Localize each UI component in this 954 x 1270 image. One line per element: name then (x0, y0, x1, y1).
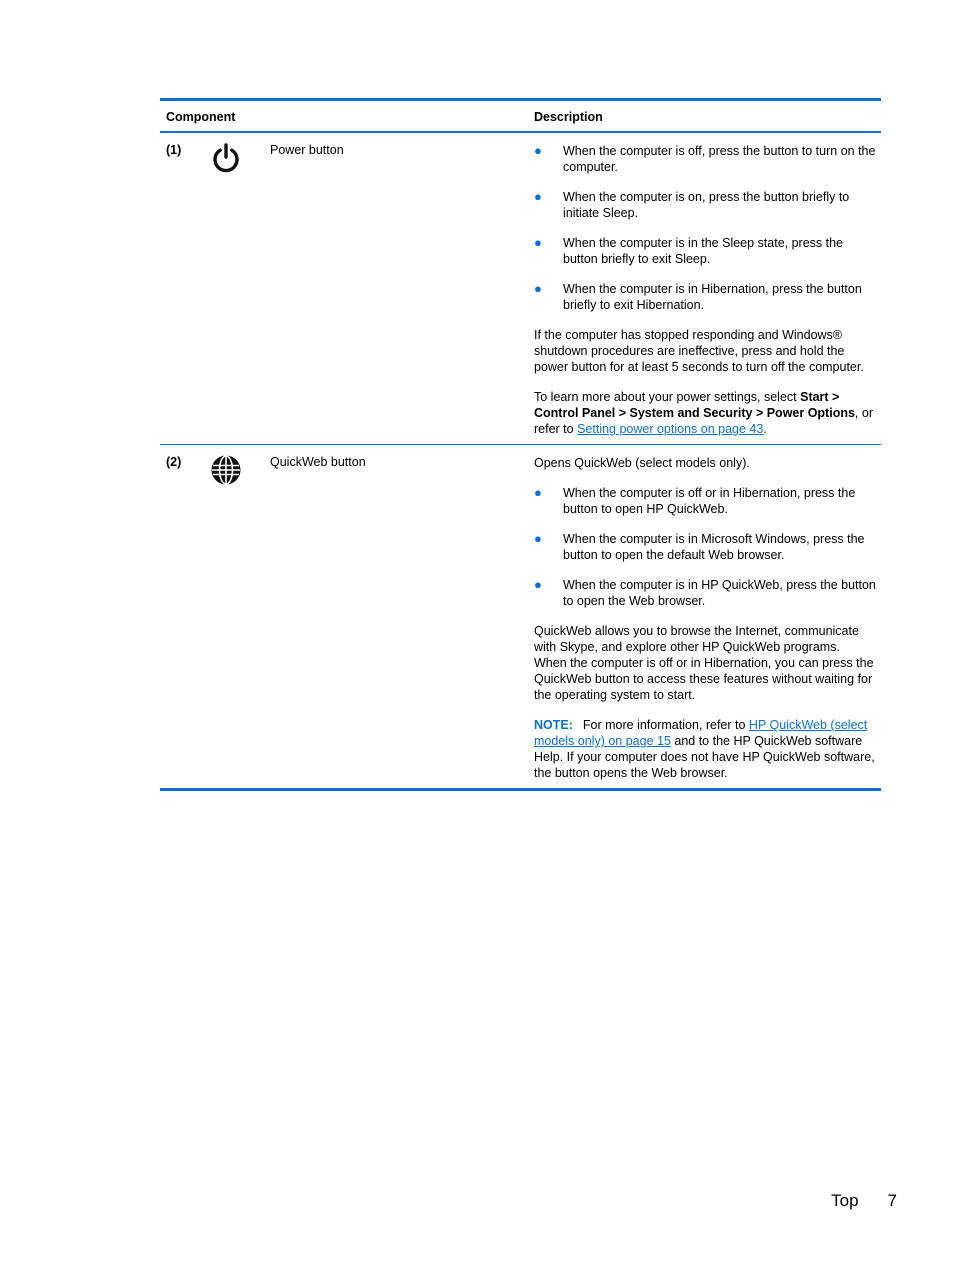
list-item: ● When the computer is in HP QuickWeb, press the button to open the Web browser. (534, 577, 876, 608)
component-description (534, 445, 876, 788)
row-number: (2) (166, 455, 182, 469)
table-bottom-rule (160, 788, 881, 791)
component-description (534, 133, 876, 444)
footer-section: Top (831, 1191, 859, 1210)
list-item: ● When the computer is off, press the button to turn on the computer. (534, 143, 876, 174)
page-footer (831, 1191, 897, 1211)
header-description: Description (534, 110, 603, 124)
list-item: ● When the computer is on, press the button briefly to initiate Sleep. (534, 189, 850, 220)
list-item: ● When the computer is in the Sleep state, press the button briefly to exit Sleep. (534, 235, 844, 266)
list-item: ● When the computer is in Hibernation, press the button briefly to exit Hibernation. (534, 281, 862, 312)
power-settings-paragraph: To learn more about your power settings, select Start > Control Panel > System and Security > Power Options, or refer to Setting power options on page 43. (534, 390, 873, 436)
description-paragraph: If the computer has stopped responding and Windows® shutdown procedures are ineffective, press and hold the power button for at least 5 seconds to turn off the computer. (534, 328, 864, 374)
globe-icon (210, 454, 242, 486)
bullet-list (534, 143, 876, 313)
bullet-icon: ● (534, 235, 542, 250)
table-row-power (160, 133, 881, 444)
table-header (160, 101, 881, 131)
component-table (160, 98, 881, 791)
bullet-icon: ● (534, 531, 542, 546)
menu-path: Start > Control Panel > System and Security > Power Options (534, 390, 855, 420)
description-intro: Opens QuickWeb (select models only). (534, 456, 750, 470)
note-paragraph: NOTE: For more information, refer to HP QuickWeb (select models only) on page 15 and to the HP QuickWeb software Help. If your computer does not have HP QuickWeb software, the button opens the Web browser. (534, 718, 875, 780)
bullet-list (534, 485, 876, 609)
page-number: 7 (887, 1191, 897, 1210)
note-label: NOTE: (534, 718, 573, 732)
bullet-icon: ● (534, 189, 542, 204)
bullet-icon: ● (534, 281, 542, 296)
table-row-quickweb (160, 445, 881, 788)
bullet-icon: ● (534, 143, 542, 158)
power-icon (210, 142, 242, 174)
bullet-icon: ● (534, 485, 542, 500)
power-options-link[interactable]: Setting power options on page 43 (577, 422, 764, 436)
component-name: QuickWeb button (270, 455, 366, 469)
list-item: ● When the computer is off or in Hibernation, press the button to open HP QuickWeb. (534, 485, 856, 516)
row-number: (1) (166, 143, 182, 157)
list-item: ● When the computer is in Microsoft Windows, press the button to open the default Web browser. (534, 531, 865, 562)
description-paragraph: QuickWeb allows you to browse the Internet, communicate with Skype, and explore other HP QuickWeb programs. When the computer is off or in Hibernation, you can press the QuickWeb button to access these features without waiting for the operating system to start. (534, 624, 874, 702)
header-component: Component (166, 110, 236, 124)
component-name: Power button (270, 143, 344, 157)
quickweb-link[interactable]: HP QuickWeb (select models only) on page 15 (534, 718, 868, 748)
bullet-icon: ● (534, 577, 542, 592)
